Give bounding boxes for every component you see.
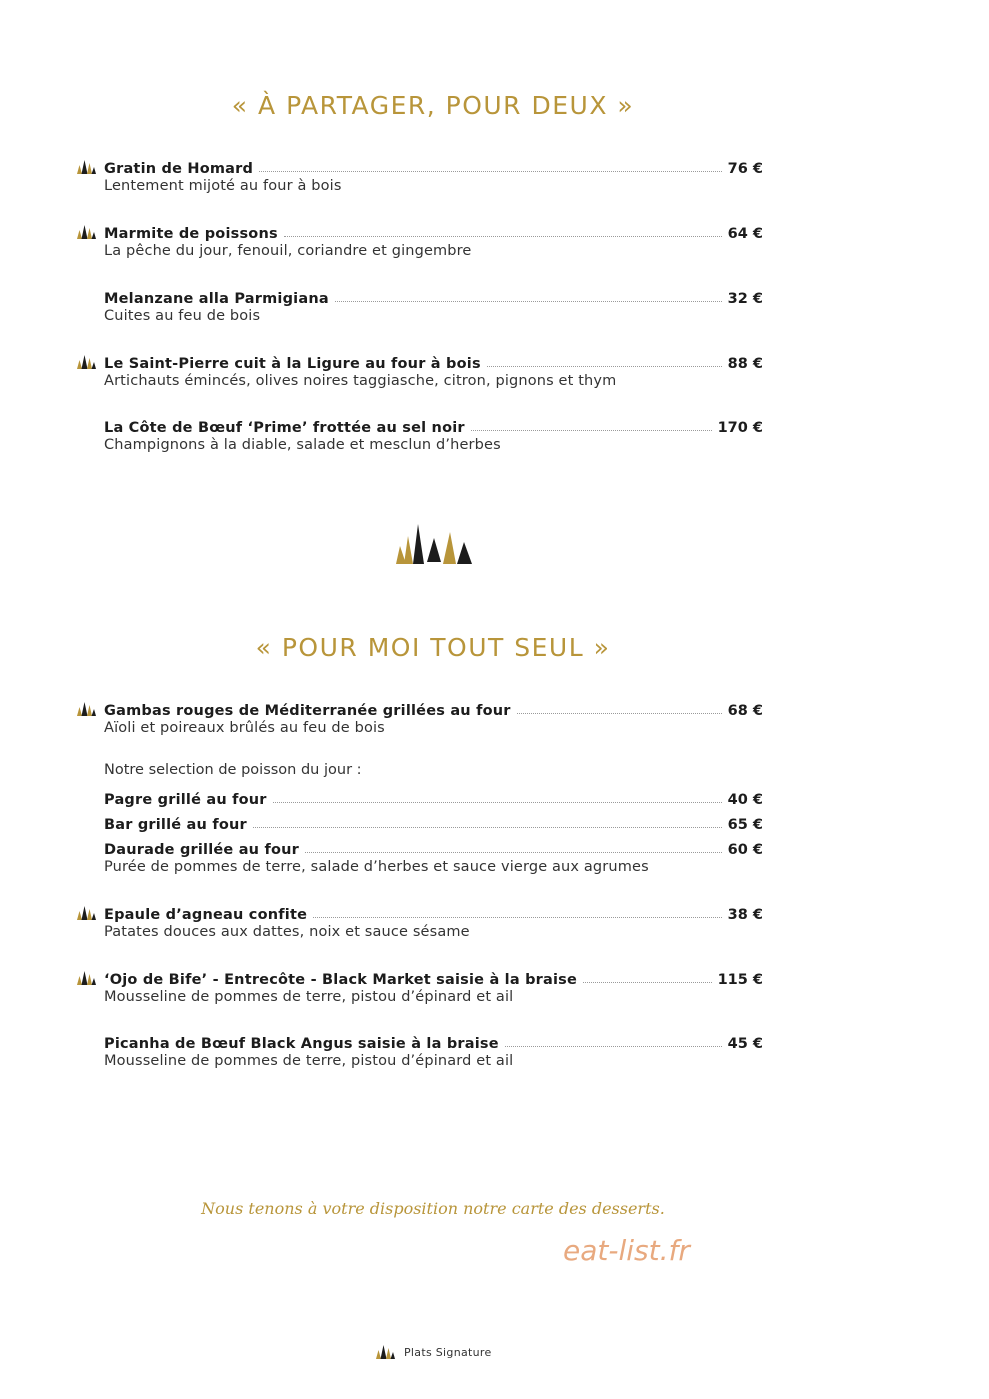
dot-leader [517, 713, 722, 714]
dot-leader [253, 827, 722, 828]
dot-leader [305, 852, 722, 853]
dot-leader [583, 982, 712, 983]
menu-item-melanzane [104, 286, 763, 324]
item-price: 68 € [727, 703, 763, 719]
item-description: Lentement mijoté au four à bois [104, 178, 342, 194]
menu-item-gambas [104, 698, 763, 736]
item-price: 64 € [727, 226, 763, 242]
dot-leader [505, 1046, 722, 1047]
item-name: Bar grillé au four [104, 817, 247, 833]
flame-icon [75, 224, 97, 240]
flame-icon [75, 159, 97, 175]
flame-icon [75, 701, 97, 717]
flame-icon [374, 1344, 396, 1360]
dot-leader [471, 430, 712, 431]
dot-leader [259, 171, 722, 172]
item-price: 60 € [727, 842, 763, 858]
item-description: Cuites au feu de bois [104, 308, 261, 324]
fish-selection [104, 762, 763, 875]
item-name: Melanzane alla Parmigiana [104, 291, 329, 307]
watermark: eat-list.fr [563, 1234, 690, 1267]
menu-item-epaule-agneau [104, 902, 763, 940]
item-name: Gratin de Homard [104, 161, 254, 177]
item-description: La pêche du jour, fenouil, coriandre et gingembre [104, 243, 472, 259]
item-price: 38 € [727, 907, 763, 923]
flame-icon [75, 970, 97, 986]
item-name: ‘Ojo de Bife’ - Entrecôte - Black Market saisie à la braise [104, 972, 578, 988]
fish-row-pagre [104, 787, 763, 808]
item-name: Gambas rouges de Méditerranée grillées au four [104, 703, 511, 719]
item-price: 40 € [727, 792, 763, 808]
dot-leader [284, 236, 722, 237]
item-price: 115 € [717, 972, 763, 988]
menu-item-cote-de-boeuf [104, 415, 763, 453]
menu-item-marmite [104, 221, 763, 259]
dot-leader [313, 917, 722, 918]
item-name: Marmite de poissons [104, 226, 278, 242]
item-description: Purée de pommes de terre, salade d’herbes et sauce vierge aux agrumes [104, 859, 649, 875]
item-price: 170 € [717, 420, 763, 436]
item-price: 45 € [727, 1036, 763, 1052]
item-price: 32 € [727, 291, 763, 307]
dot-leader [273, 802, 722, 803]
menu-item-ojo-de-bife [104, 967, 763, 1005]
item-name: La Côte de Bœuf ‘Prime’ frottée au sel noir [104, 420, 465, 436]
item-name: Epaule d’agneau confite [104, 907, 308, 923]
fish-row-bar [104, 812, 763, 833]
menu-item-gratin-homard [104, 156, 763, 194]
desserts-note: Nous tenons à votre disposition notre carte des desserts. [201, 1199, 665, 1218]
dot-leader [487, 366, 722, 367]
item-name: Daurade grillée au four [104, 842, 299, 858]
item-price: 88 € [727, 356, 763, 372]
item-name: Pagre grillé au four [104, 792, 267, 808]
item-description: Artichauts émincés, olives noires taggiasche, citron, pignons et thym [104, 373, 617, 389]
legend-label: Plats Signature [404, 1345, 492, 1359]
item-description: Aïoli et poireaux brûlés au feu de bois [104, 720, 385, 736]
item-description: Champignons à la diable, salade et mesclun d’herbes [104, 437, 501, 453]
item-name: Picanha de Bœuf Black Angus saisie à la braise [104, 1036, 499, 1052]
item-name: Le Saint-Pierre cuit à la Ligure au four à bois [104, 356, 481, 372]
section-title-share: « À PARTAGER, POUR DEUX » [231, 91, 635, 120]
fish-row-daurade [104, 837, 763, 858]
dot-leader [335, 301, 722, 302]
item-description: Patates douces aux dattes, noix et sauce sésame [104, 924, 470, 940]
flames-divider-icon [394, 522, 474, 566]
section-title-solo: « POUR MOI TOUT SEUL » [255, 633, 611, 662]
fish-selection-intro: Notre selection de poisson du jour : [104, 762, 362, 778]
signature-legend [374, 1344, 492, 1360]
item-description: Mousseline de pommes de terre, pistou d’épinard et ail [104, 1053, 514, 1069]
menu-item-saint-pierre [104, 351, 763, 389]
item-description: Mousseline de pommes de terre, pistou d’épinard et ail [104, 989, 514, 1005]
menu-item-picanha [104, 1031, 763, 1069]
item-price: 76 € [727, 161, 763, 177]
flame-icon [75, 354, 97, 370]
flame-icon [75, 905, 97, 921]
item-price: 65 € [727, 817, 763, 833]
